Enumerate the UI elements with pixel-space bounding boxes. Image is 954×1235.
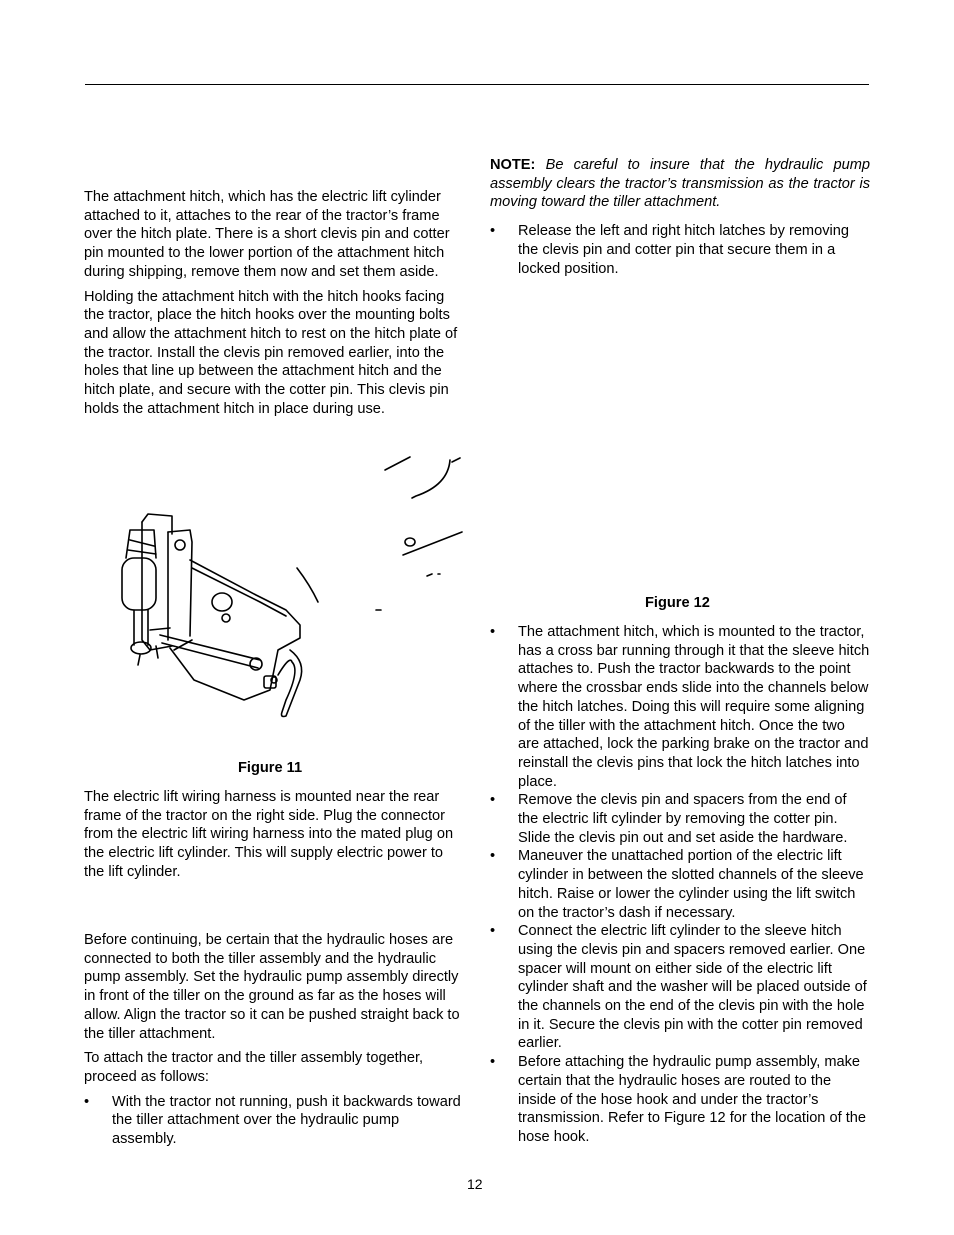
bullet-symbol: •	[490, 923, 496, 940]
bullet-text: Before attaching the hydraulic pump assembly, make certain that the hydraulic hoses are routed to the inside of the hose hook and under the tractor’s transmission. Refer to Figure 12 for the location of the hose hook.	[518, 1054, 866, 1145]
bullet-text: Release the left and right hitch latches by removing the clevis pin and cotter pin that secure them in a locked position.	[518, 223, 849, 277]
bullet-text: Connect the electric lift cylinder to the sleeve hitch using the clevis pin and spacers removed earlier. One spacer will mount on either side of the electric lift cylinder shaft and the washer will be placed outside of the channels on the end of the clevis pin with the hole in it. Secure the clevis pin with the cotter pin removed earlier.	[518, 923, 867, 1052]
bullet-symbol: •	[490, 792, 496, 809]
note	[490, 156, 870, 212]
list-item	[490, 922, 870, 1053]
left-column-bottom	[84, 931, 462, 1149]
right-column-top	[490, 156, 870, 278]
list-item	[84, 1093, 462, 1149]
left-column-lower	[84, 788, 462, 888]
note-text: Be careful to insure that the hydraulic pump assembly clears the tractor’s transmission as the tractor is moving toward the tiller attachment.	[490, 157, 870, 211]
list-item	[490, 847, 870, 922]
paragraph-attachment-hitch: The attachment hitch, which has the electric lift cylinder attached to it, attaches to the rear of the tractor’s frame over the hitch plate. There is a short clevis pin and cotter pin mounted to the lower portion of the attachment hitch during shipping, remove them now and set them aside.	[84, 189, 450, 280]
bullet-symbol: •	[84, 1093, 90, 1110]
figure-11-caption: Figure 11	[238, 760, 303, 776]
figure-11-illustration	[110, 450, 470, 725]
bullet-symbol: •	[490, 1054, 496, 1071]
page-number: 12	[467, 1176, 483, 1192]
left-column	[84, 188, 462, 424]
paragraph-hydraulic-hoses: Before continuing, be certain that the hydraulic hoses are connected to both the tiller assembly and the hydraulic pump assembly. Set the hydraulic pump assembly directly in front of the tiller on the ground as far as the hoses will allow. Align the tractor so it can be pushed straight back to the tiller attachment.	[84, 932, 460, 1042]
bullet-text: Remove the clevis pin and spacers from the end of the electric lift cylinder by removing the cotter pin. Slide the clevis pin out and set aside the hardware.	[518, 792, 848, 846]
list-item	[490, 623, 870, 791]
list-item	[490, 1053, 870, 1147]
header-rule	[85, 84, 869, 85]
bullet-text: The attachment hitch, which is mounted to the tractor, has a cross bar running through it that the sleeve hitch attaches to. Push the tractor backwards to the point where the crossbar ends slide into the channels below the hitch latches. Doing this will require some aligning of the tiller with the attachment hitch. Once the two are attached, lock the parking brake on the tractor and reinstall the clevis pins that lock the hitch latches into place.	[518, 624, 870, 790]
bullet-symbol: •	[490, 624, 496, 640]
bullet-symbol: •	[490, 223, 496, 240]
right-column-bullets	[490, 623, 870, 1147]
bullet-text: Maneuver the unattached portion of the electric lift cylinder in between the slotted channels of the sleeve hitch. Raise or lower the cylinder using the lift switch on the tractor’s dash if necessary.	[518, 848, 864, 921]
paragraph-proceed: To attach the tractor and the tiller assembly together, proceed as follows:	[84, 1050, 424, 1085]
note-label: NOTE:	[490, 157, 536, 173]
list-item	[490, 791, 870, 847]
bullet-text: With the tractor not running, push it backwards toward the tiller attachment over the hydraulic pump assembly.	[112, 1093, 461, 1148]
bullet-symbol: •	[490, 848, 496, 865]
paragraph-wiring-harness: The electric lift wiring harness is mounted near the rear frame of the tractor on the right side. Plug the connector from the electric lift wiring harness into the mated plug on the electric lift cylinder. This will supply electric power to the lift cylinder.	[84, 789, 454, 880]
figure-12-caption: Figure 12	[645, 595, 710, 611]
paragraph-hitch-hooks: Holding the attachment hitch with the hitch hooks facing the tractor, place the hitch hooks over the mounting bolts and allow the attachment hitch to rest on the hitch plate of the tractor. Install the clevis pin removed earlier, into the holes that line up between the attachment hitch and the hitch plate, and secure with the cotter pin. This clevis pin holds the attachment hitch in place during use.	[84, 288, 458, 417]
list-item	[490, 222, 870, 278]
